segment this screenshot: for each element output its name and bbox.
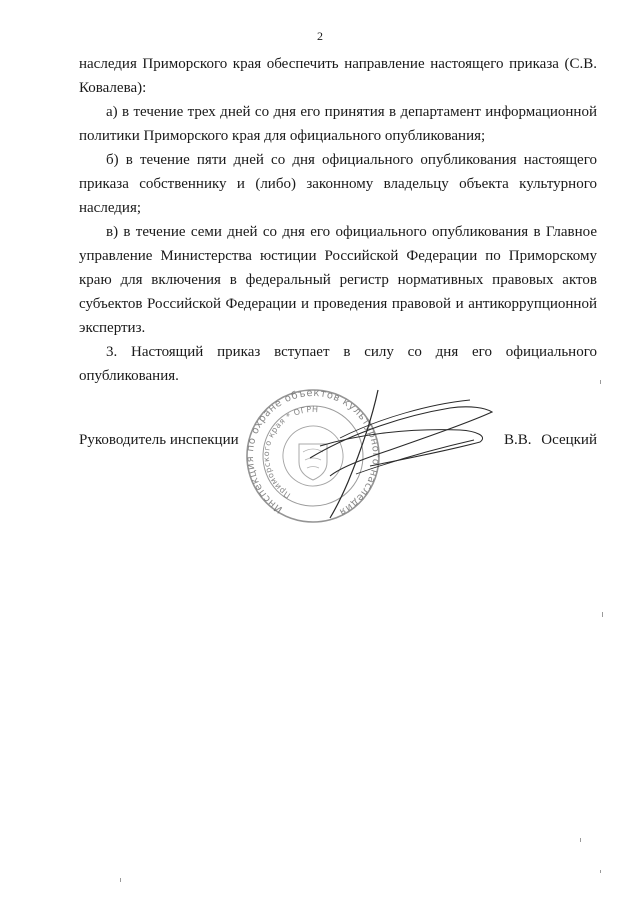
scan-speck: [602, 612, 603, 617]
seal-outer-text: Инспекция по охране объектов культурного наследия: [244, 387, 382, 518]
seal-inner-text: Приморского края * ОГРН: [261, 404, 319, 501]
paragraph-a: а) в течение трех дней со дня его принятия в департамент информационной политики Приморского края для официального опубликования;: [79, 104, 597, 144]
scan-speck: [120, 878, 121, 882]
signer-title: Руководитель инспекции: [79, 432, 239, 448]
paragraph-3: 3. Настоящий приказ вступает в силу со дня его официального опубликования.: [79, 344, 597, 384]
document-body: [79, 52, 597, 388]
paragraph-c: в) в течение семи дней со дня его официального опубликования в Главное управление Министерства юстиции Российской Федерации по Приморскому краю для включения в федеральный регистр нормативных правовых актов субъектов Российской Федерации и проведения правовой и антикоррупционной экспертиз.: [79, 224, 597, 336]
scan-speck: [600, 870, 601, 873]
scan-speck: [600, 380, 601, 384]
paragraph-b: б) в течение пяти дней со дня официального опубликования настоящего приказа собственнику и (либо) законному владельцу объекта культурного наследия;: [79, 152, 597, 216]
scan-speck: [580, 838, 581, 842]
paragraph-1: наследия Приморского края обеспечить направление настоящего приказа (С.В. Ковалева):: [79, 56, 597, 96]
handwritten-signature-icon: [300, 378, 500, 528]
signer-name: В.В. Осецкий: [504, 432, 597, 448]
page-number: 2: [317, 29, 323, 43]
